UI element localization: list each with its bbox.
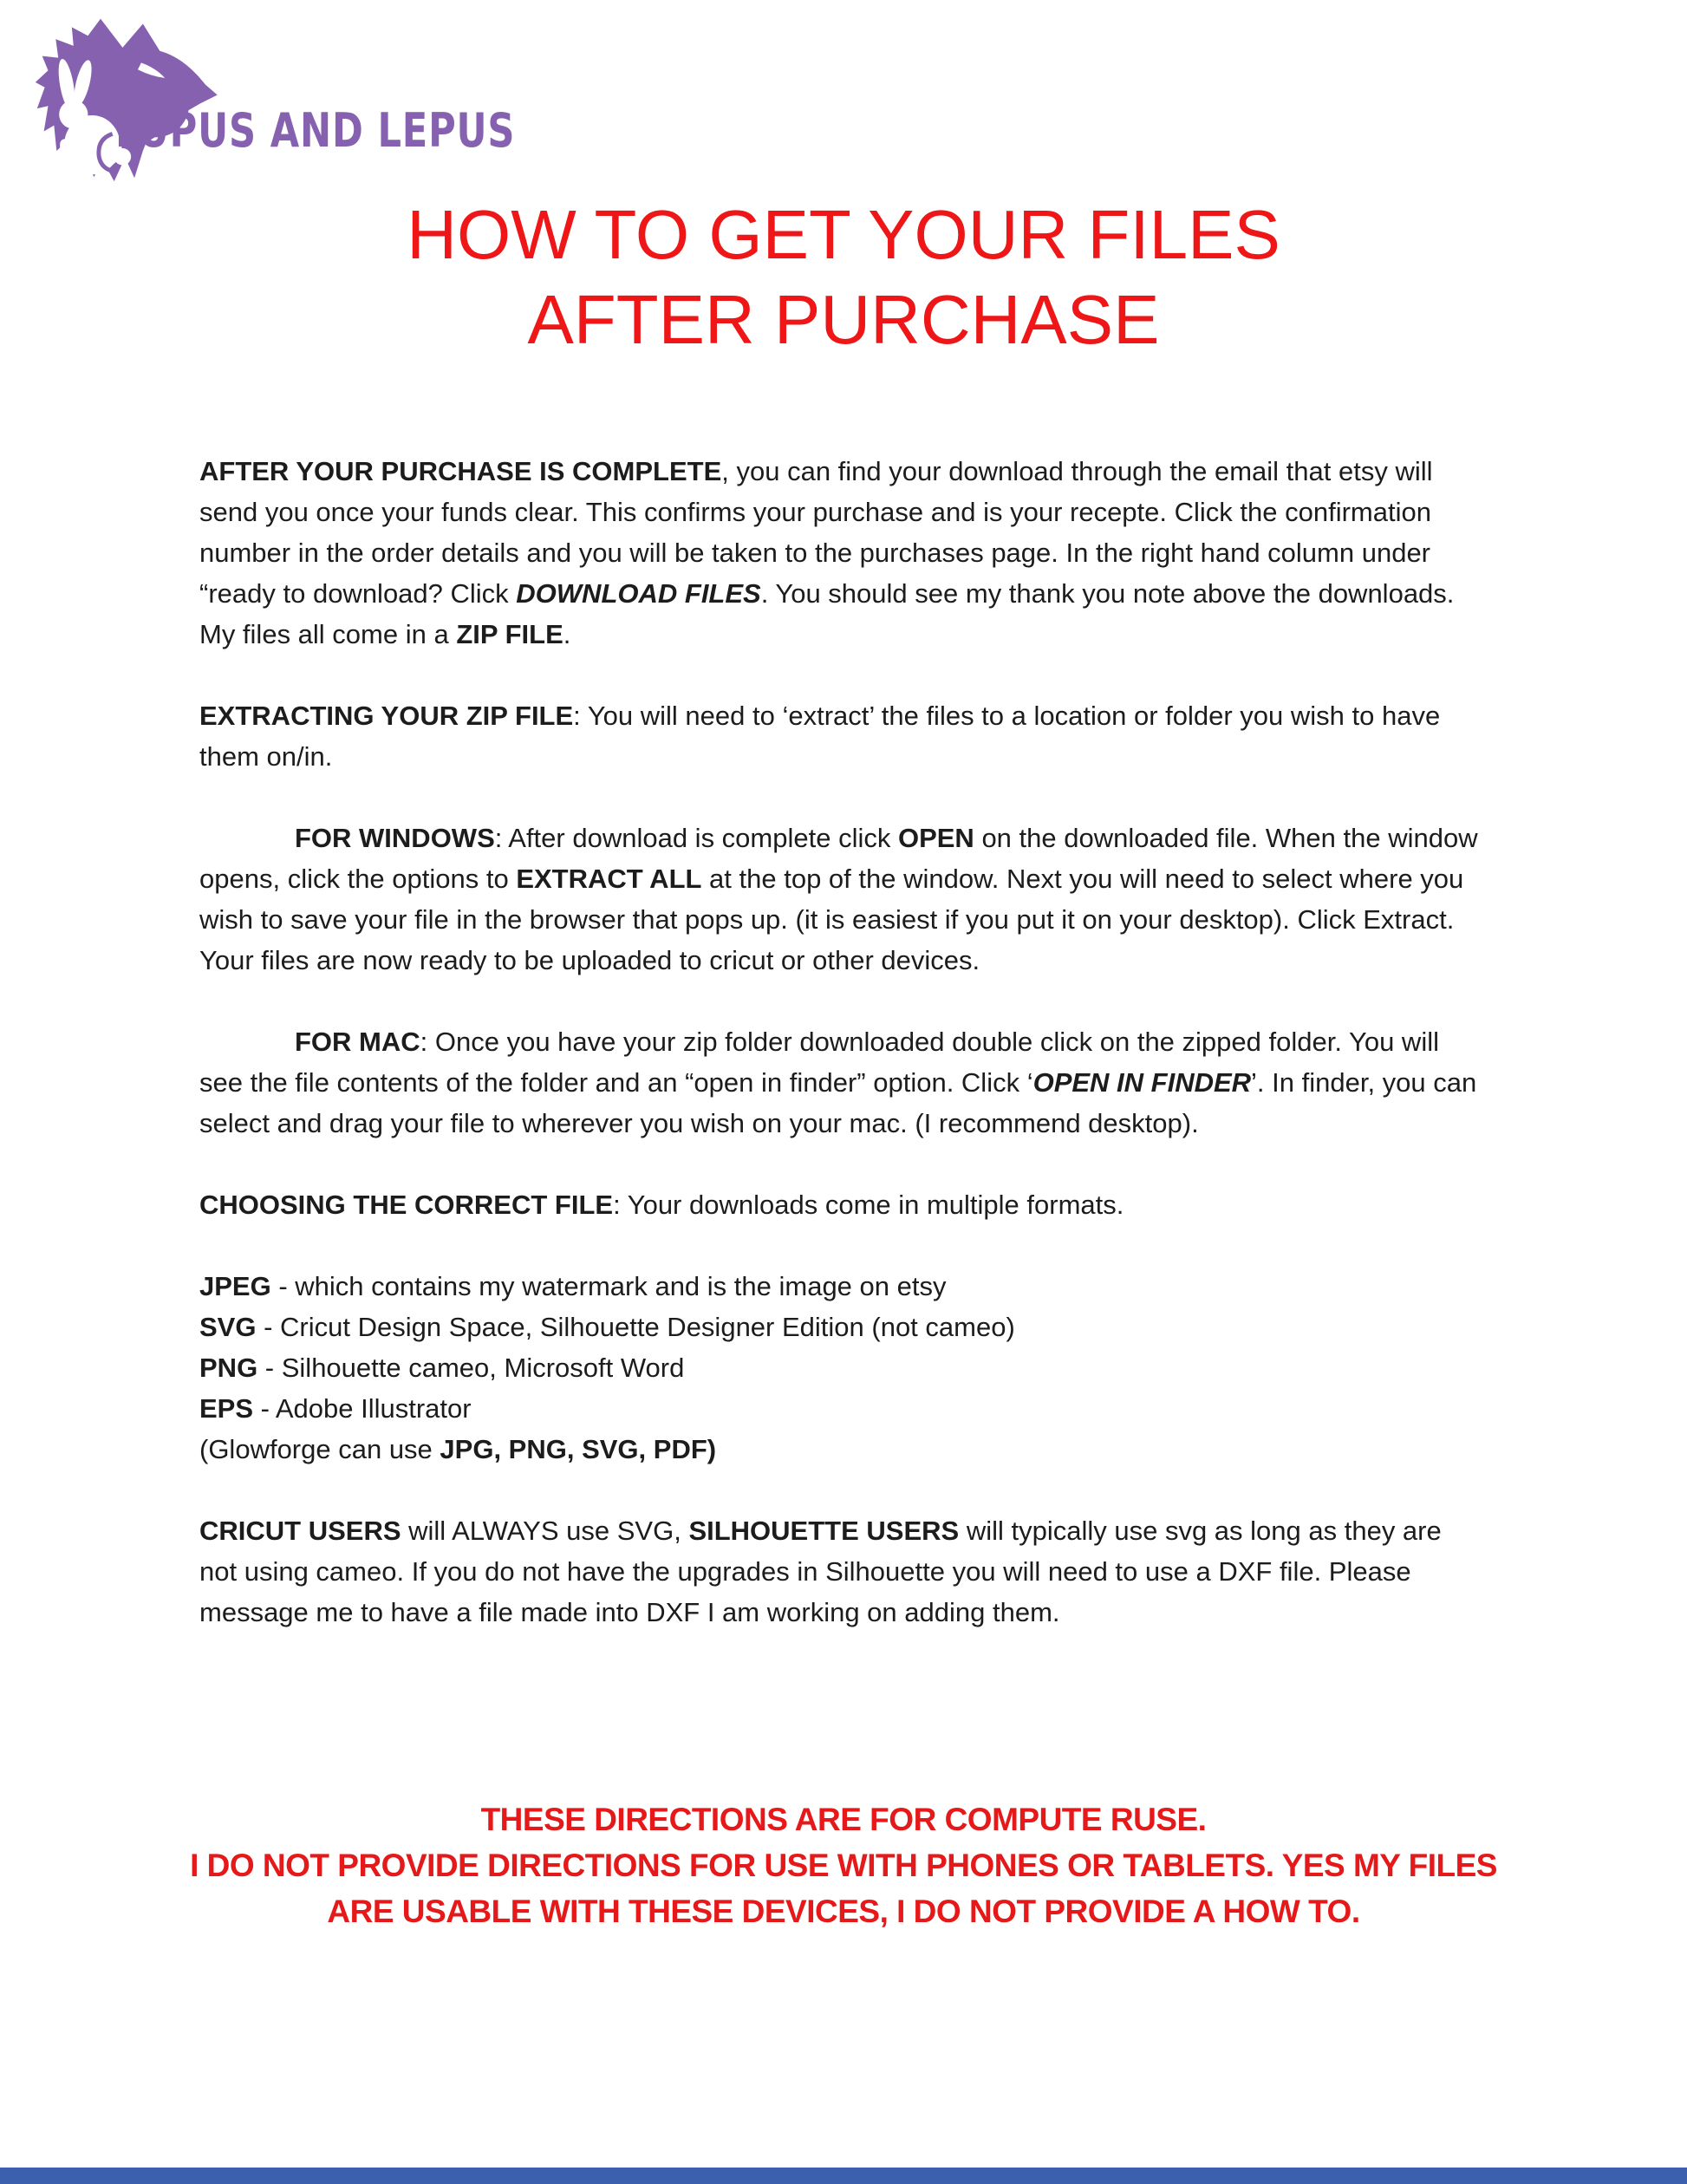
file-format-list: JPEG - which contains my watermark and is the image on etsy SVG - Cricut Design Space, Silhouette Designer Edition (not cameo) PNG - Silhouette cameo, Microsoft Word EPS - Adobe Illustrator (Glowforge can use JPG, PNG, SVG, PDF) (199, 1271, 1015, 1464)
paragraph-for-mac: FOR MAC: Once you have your zip folder downloaded double click on the zipped folder. You will see the file contents of the folder and an “open in finder” option. Click ‘OPEN IN FINDER’. In finder, you can select and drag your file to wherever you wish on your mac. (I recommend desktop). (199, 1027, 1477, 1138)
page-title-line-2: AFTER PURCHASE (527, 281, 1160, 358)
footer-notice-line-1: THESE DIRECTIONS ARE FOR COMPUTE RUSE. (480, 1802, 1207, 1837)
footer-notice (0, 1796, 1687, 1934)
page-title (0, 192, 1687, 362)
page-title-line-1: HOW TO GET YOUR FILES (407, 196, 1280, 273)
instructions-body (199, 451, 1486, 1673)
brand-logo (17, 7, 624, 193)
wolf-and-rabbit-logo-icon (17, 7, 221, 185)
paragraph-cricut-users: CRICUT USERS will ALWAYS use SVG, SILHOUETTE USERS will typically use svg as long as they are not using cameo. If you do not have the upgrades in Silhouette you will need to use a DXF file. Please message me to have a file made into DXF I am working on adding them. (199, 1516, 1442, 1627)
footer-notice-line-3: ARE USABLE WITH THESE DEVICES, I DO NOT PROVIDE A HOW TO. (327, 1894, 1360, 1929)
footer-notice-line-2: I DO NOT PROVIDE DIRECTIONS FOR USE WITH PHONES OR TABLETS. YES MY FILES (190, 1848, 1497, 1883)
paragraph-extracting-zip: EXTRACTING YOUR ZIP FILE: You will need to ‘extract’ the files to a location or folder you wish to have them on/in. (199, 701, 1441, 772)
brand-name: LUPUS AND LEPUS (115, 103, 516, 158)
paragraph-for-windows: FOR WINDOWS: After download is complete click OPEN on the downloaded file. When the window opens, click the options to EXTRACT ALL at the top of the window. Next you will need to select where you wish to save your file in the browser that pops up. (it is easiest if you put it on your desktop). Click Extract. Your files are now ready to be uploaded to cricut or other devices. (199, 823, 1478, 975)
paragraph-choosing-file: CHOOSING THE CORRECT FILE: Your downloads come in multiple formats. (199, 1190, 1124, 1220)
paragraph-after-purchase: AFTER YOUR PURCHASE IS COMPLETE, you can find your download through the email that etsy will send you once your funds clear. This confirms your purchase and is your recepte. Click the confirmation number in the order details and you will be taken to the purchases page. In the right hand column under “ready to download? Click DOWNLOAD FILES. You should see my thank you note above the downloads. My files all come in a ZIP FILE. (199, 456, 1455, 649)
bottom-bar (0, 2168, 1687, 2184)
